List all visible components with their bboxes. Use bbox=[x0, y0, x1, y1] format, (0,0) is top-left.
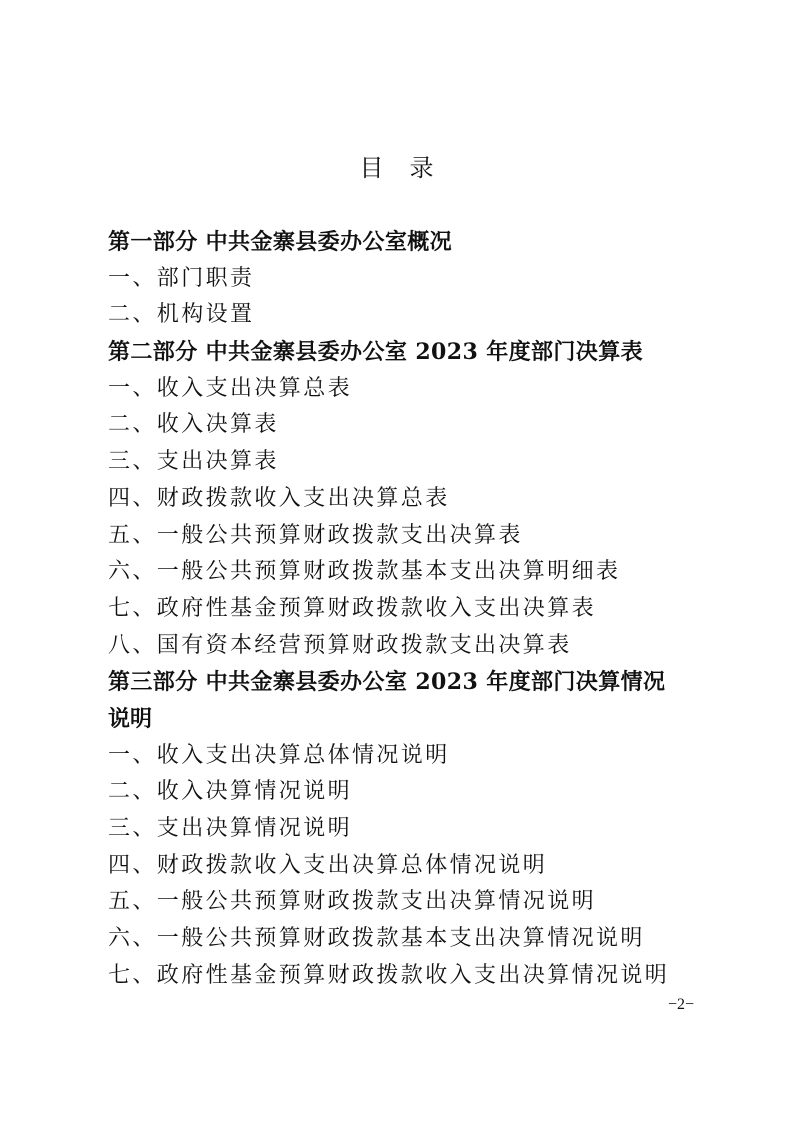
toc-item[interactable]: 四、财政拨款收入支出决算总体情况说明 bbox=[108, 852, 548, 878]
toc-item[interactable]: 三、支出决算情况说明 bbox=[108, 816, 353, 841]
toc-item[interactable]: 八、国有资本经营预算财政拨款支出决算表 bbox=[108, 632, 572, 658]
toc-item[interactable]: 四、财政拨款收入支出决算总表 bbox=[108, 485, 450, 511]
toc-item[interactable]: 七、政府性基金预算财政拨款收入支出决算情况说明 bbox=[108, 962, 670, 988]
toc-item[interactable]: 三、支出决算表 bbox=[108, 449, 279, 475]
page-title: 目录 bbox=[359, 154, 460, 182]
page-number: −2− bbox=[668, 996, 695, 1013]
toc-item[interactable]: 五、一般公共预算财政拨款支出决算表 bbox=[108, 522, 523, 548]
toc-item[interactable]: 一、部门职责 bbox=[108, 265, 255, 291]
toc-item[interactable]: 二、收入决算情况说明 bbox=[108, 779, 353, 805]
toc-part-heading[interactable]: 第二部分 中共金寨县委办公室 2023 年度部门决算表 bbox=[108, 339, 644, 366]
toc-item[interactable]: 五、一般公共预算财政拨款支出决算情况说明 bbox=[108, 889, 597, 915]
toc-item[interactable]: 六、一般公共预算财政拨款基本支出决算情况说明 bbox=[108, 926, 645, 952]
toc-item[interactable]: 一、收入支出决算总表 bbox=[108, 375, 353, 401]
toc-part-heading[interactable]: 第三部分 中共金寨县委办公室 2023 年度部门决算情况 bbox=[108, 669, 666, 696]
toc-item[interactable]: 一、收入支出决算总体情况说明 bbox=[108, 742, 450, 768]
toc-item[interactable]: 六、一般公共预算财政拨款基本支出决算明细表 bbox=[108, 559, 621, 585]
toc-item[interactable]: 七、政府性基金预算财政拨款收入支出决算表 bbox=[108, 595, 597, 621]
toc-item[interactable]: 二、收入决算表 bbox=[108, 412, 279, 438]
table-of-contents bbox=[108, 224, 728, 994]
toc-part-heading-continued[interactable]: 说明 bbox=[108, 705, 153, 732]
toc-item[interactable]: 二、机构设置 bbox=[108, 302, 255, 328]
toc-part-heading[interactable]: 第一部分 中共金寨县委办公室概况 bbox=[108, 229, 453, 255]
